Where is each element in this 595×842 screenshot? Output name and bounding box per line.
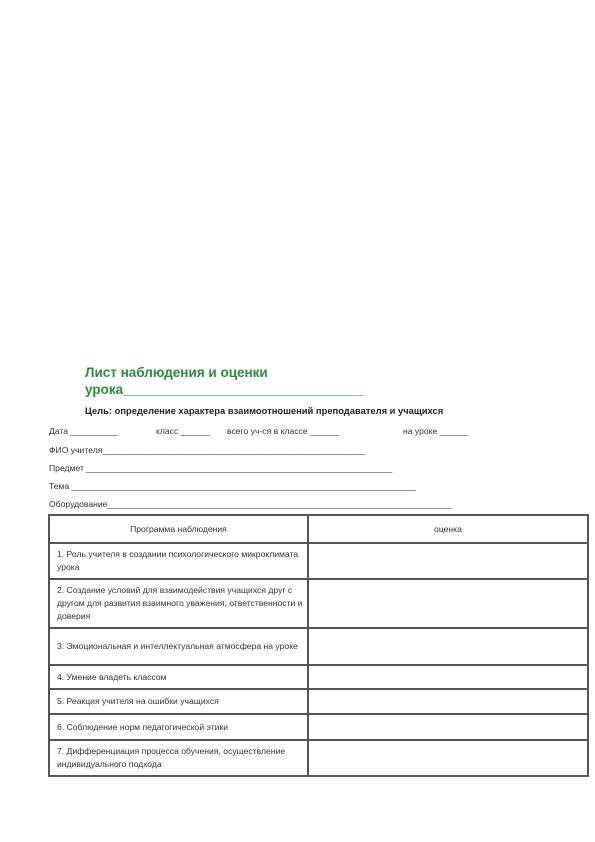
criterion-cell <box>49 689 308 714</box>
criterion-cell <box>49 740 308 776</box>
table-row <box>49 689 588 714</box>
date-field[interactable]: Дата __________ <box>49 426 119 436</box>
criterion-cell <box>49 714 308 740</box>
table-row <box>49 740 588 776</box>
table-header-row <box>49 515 588 543</box>
title-line-1: Лист наблюдения и оценки <box>85 365 268 380</box>
criterion-text: 6. Соблюдение норм педагогической этики <box>57 721 229 732</box>
criterion-text: 1. Роль учителя в создании психологического микроклимата урока <box>57 549 299 572</box>
class-field[interactable]: класс ______ <box>156 426 210 436</box>
column-header-program: Программа наблюдения <box>49 515 308 543</box>
total-students-field[interactable]: всего уч-ся в классе ______ <box>227 426 339 436</box>
form-title <box>85 364 445 398</box>
table-row <box>49 665 588 689</box>
score-cell[interactable] <box>308 714 588 740</box>
teacher-name-field[interactable]: ФИО учителя_______________________________________________________ <box>49 445 366 455</box>
topic-field[interactable]: Тема ________________________________________________________________________ <box>49 481 416 491</box>
criterion-text: 5. Реакция учителя на ошибки учащихся <box>57 696 219 706</box>
column-header-score: оценка <box>308 515 588 543</box>
present-students-field[interactable]: на уроке ______ <box>403 426 469 436</box>
table-row <box>49 714 588 740</box>
criterion-cell <box>49 665 308 689</box>
table-row <box>49 543 588 579</box>
table-row <box>49 628 588 665</box>
score-cell[interactable] <box>308 689 588 714</box>
equipment-field[interactable]: Оборудование________________________________________________________________________ <box>49 499 452 509</box>
criterion-text: 4. Умение владеть классом <box>57 671 167 682</box>
title-line-2: урока________________________________ <box>85 382 364 397</box>
form-goal: Цель: определение характера взаимоотношений преподавателя и учащихся <box>85 405 444 416</box>
score-cell[interactable] <box>308 740 588 776</box>
score-cell[interactable] <box>308 543 588 579</box>
score-cell[interactable] <box>308 628 588 665</box>
criterion-text: 7. Дифференциация процесса обучения, осуществление индивидуального подхода <box>57 746 286 769</box>
observation-table <box>48 514 589 777</box>
criterion-text: 2. Создание условий для взаимодействия учащихся друг с другом для развития взаимного уважения, ответственности и доверия <box>57 585 303 621</box>
criterion-cell <box>49 628 308 665</box>
score-cell[interactable] <box>308 665 588 689</box>
table-row <box>49 579 588 628</box>
criterion-text: 3. Эмоциональная и интеллектуальная атмосфера на уроке <box>57 641 298 651</box>
criterion-cell <box>49 579 308 628</box>
score-cell[interactable] <box>308 579 588 628</box>
subject-field[interactable]: Предмет ________________________________________________________________ <box>49 463 393 473</box>
criterion-cell <box>49 543 308 579</box>
